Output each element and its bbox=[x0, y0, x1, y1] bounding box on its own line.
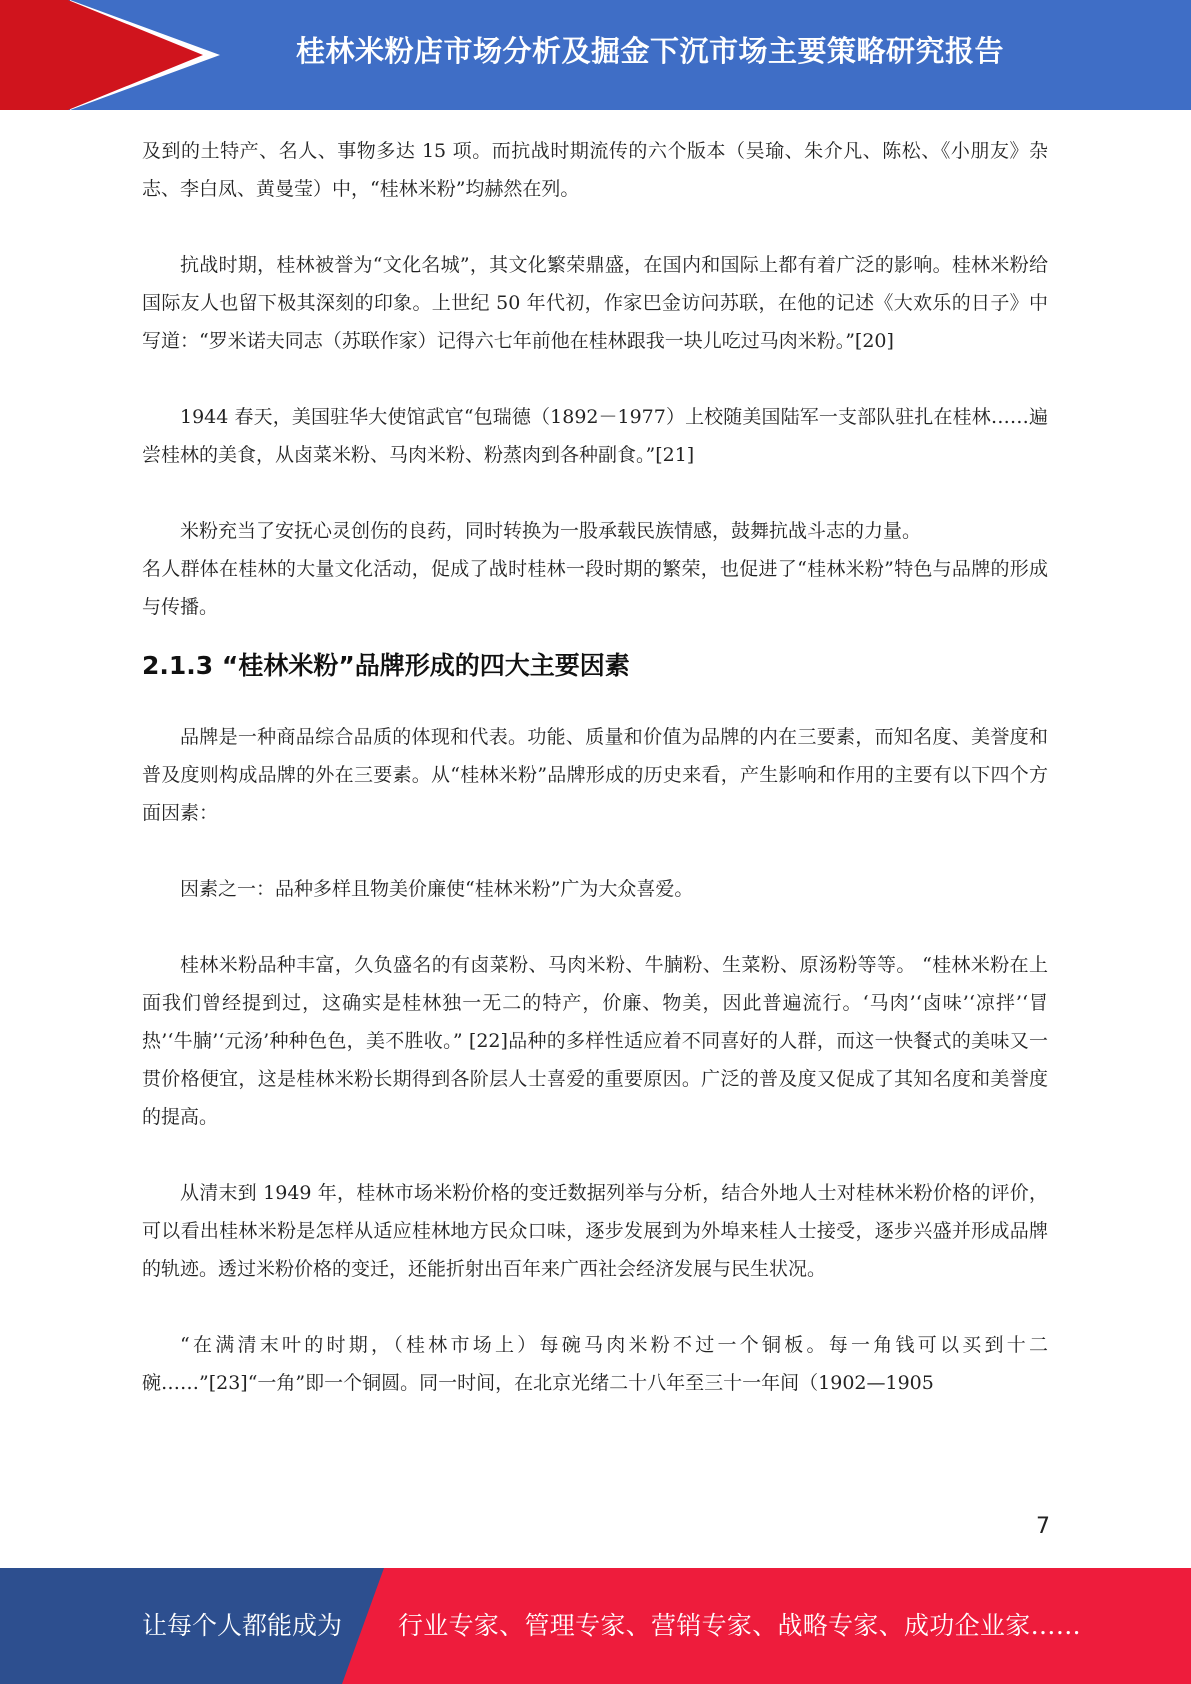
paragraph: 1944 春天，美国驻华大使馆武官“包瑞德（1892－1977）上校随美国陆军一支部队驻扎在桂林……遍尝桂林的美食，从卤菜米粉、马肉米粉、粉蒸肉到各种副食。”[21] bbox=[142, 406, 1048, 466]
paragraph: 名人群体在桂林的大量文化活动，促成了战时桂林一段时期的繁荣，也促进了“桂林米粉”特色与品牌的形成与传播。 bbox=[142, 558, 1048, 618]
header-title: 桂林米粉店市场分析及掘金下沉市场主要策略研究报告 bbox=[295, 34, 1004, 68]
section-heading: 2.1.3 “桂林米粉”品牌形成的四大主要因素 bbox=[142, 651, 630, 680]
footer-slogan-right: 行业专家、管理专家、营销专家、战略专家、成功企业家…… bbox=[398, 1611, 1082, 1640]
page-number: 7 bbox=[1036, 1514, 1050, 1539]
footer-blue-slant bbox=[342, 1568, 384, 1684]
header-red-block bbox=[0, 0, 68, 110]
paragraph: 从清末到 1949 年，桂林市场米粉价格的变迁数据列举与分析，结合外地人士对桂林米粉价格的评价，可以看出桂林米粉是怎样从适应桂林地方民众口味，逐步发展到为外埠来桂人士接受，逐步兴盛并形成品牌的轨迹。透过米粉价格的变迁，还能折射出百年来广西社会经济发展与民生状况。 bbox=[142, 1182, 1048, 1280]
page-footer bbox=[0, 1568, 1191, 1684]
document-body bbox=[142, 132, 1048, 1402]
paragraph: 及到的土特产、名人、事物多达 15 项。而抗战时期流传的六个版本（吴瑜、朱介凡、陈松、《小朋友》杂志、李白凤、黄曼莹）中，“桂林米粉”均赫然在列。 bbox=[142, 140, 1048, 200]
paragraph: 品牌是一种商品综合品质的体现和代表。功能、质量和价值为品牌的内在三要素，而知名度、美誉度和普及度则构成品牌的外在三要素。从“桂林米粉”品牌形成的历史来看，产生影响和作用的主要有以下四个方面因素： bbox=[142, 726, 1048, 824]
page-header bbox=[0, 0, 1191, 110]
paragraph: “在满清末叶的时期，（桂林市场上）每碗马肉米粉不过一个铜板。每一角钱可以买到十二碗……”[23]“一角”即一个铜圆。同一时间，在北京光绪二十八年至三十一年间（1902—1905 bbox=[142, 1334, 1048, 1394]
paragraph: 桂林米粉品种丰富，久负盛名的有卤菜粉、马肉米粉、牛腩粉、生菜粉、原汤粉等等。 “桂林米粉在上面我们曾经提到过，这确实是桂林独一无二的特产，价廉、物美，因此普遍流行。‘马肉’‘卤味’‘凉拌’‘冒热’‘牛腩’‘元汤’种种色色，美不胜收。” [22]品种的多样性适应着不同喜好的人群，而这一快餐式的美味又一贯价格便宜，这是桂林米粉长期得到各阶层人士喜爱的重要原因。广泛的普及度又促成了其知名度和美誉度的提高。 bbox=[142, 954, 1048, 1128]
paragraph: 米粉充当了安抚心灵创伤的良药，同时转换为一股承载民族情感，鼓舞抗战斗志的力量。 bbox=[180, 520, 922, 542]
header-red-chevron bbox=[68, 0, 203, 110]
footer-slogan-left: 让每个人都能成为 bbox=[142, 1611, 343, 1640]
paragraph: 抗战时期，桂林被誉为“文化名城”，其文化繁荣鼎盛，在国内和国际上都有着广泛的影响。桂林米粉给国际友人也留下极其深刻的印象。上世纪 50 年代初，作家巴金访问苏联，在他的记述《大欢乐的日子》中写道：“罗米诺夫同志（苏联作家）记得六七年前他在桂林跟我一块儿吃过马肉米粉。”[20] bbox=[142, 254, 1048, 352]
paragraph: 因素之一：品种多样且物美价廉使“桂林米粉”广为大众喜爱。 bbox=[180, 878, 694, 900]
